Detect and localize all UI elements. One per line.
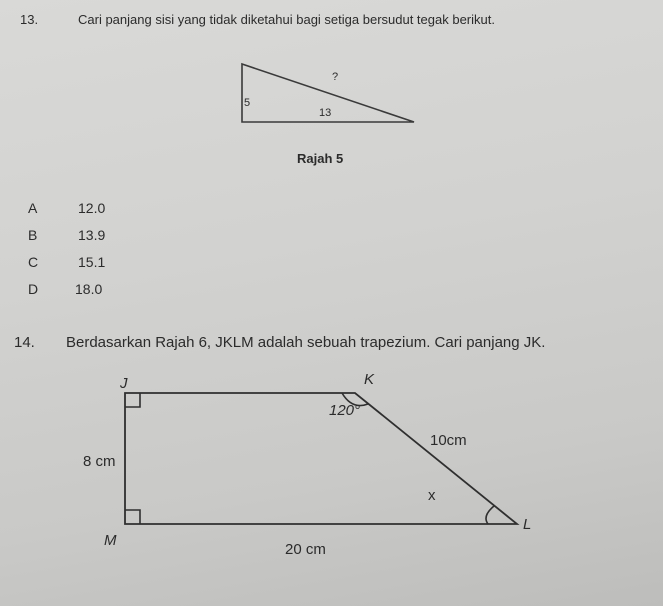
right-angle-mark-j [125, 393, 140, 407]
side-13-label: 13 [319, 107, 332, 119]
vertex-k-label: K [364, 371, 375, 388]
question-13-text: Cari panjang sisi yang tidak diketahui bagi setiga bersudut tegak berikut. [78, 12, 495, 27]
side-5-label: 5 [244, 97, 251, 109]
x-label: x [428, 487, 436, 504]
option-a-letter: A [28, 200, 38, 216]
hypotenuse-label: ? [332, 71, 339, 83]
angle-arc-l [486, 506, 494, 524]
option-b-letter: B [28, 227, 38, 243]
question-14-number: 14. [14, 334, 35, 351]
figure-caption-rajah-5: Rajah 5 [297, 151, 344, 166]
question-14-text: Berdasarkan Rajah 6, JKLM adalah sebuah trapezium. Cari panjang JK. [66, 334, 546, 351]
vertex-j-label: J [120, 375, 128, 392]
question-13-number: 13. [20, 12, 39, 27]
right-angle-mark-m [125, 510, 140, 524]
option-c-letter: C [28, 254, 39, 270]
option-c-value: 15.1 [78, 254, 106, 270]
side-kl-label: 10cm [430, 432, 467, 449]
vertex-l-label: L [523, 516, 532, 533]
trapezium-jklm [125, 393, 517, 524]
option-d-letter: D [28, 281, 39, 297]
vertex-m-label: M [104, 532, 117, 549]
option-a-value: 12.0 [78, 200, 106, 216]
side-ml-label: 20 cm [285, 541, 326, 558]
option-d-value: 18.0 [75, 281, 103, 297]
option-b-value: 13.9 [78, 227, 106, 243]
angle-120-label: 120° [329, 402, 361, 419]
side-jm-label: 8 cm [83, 453, 116, 470]
